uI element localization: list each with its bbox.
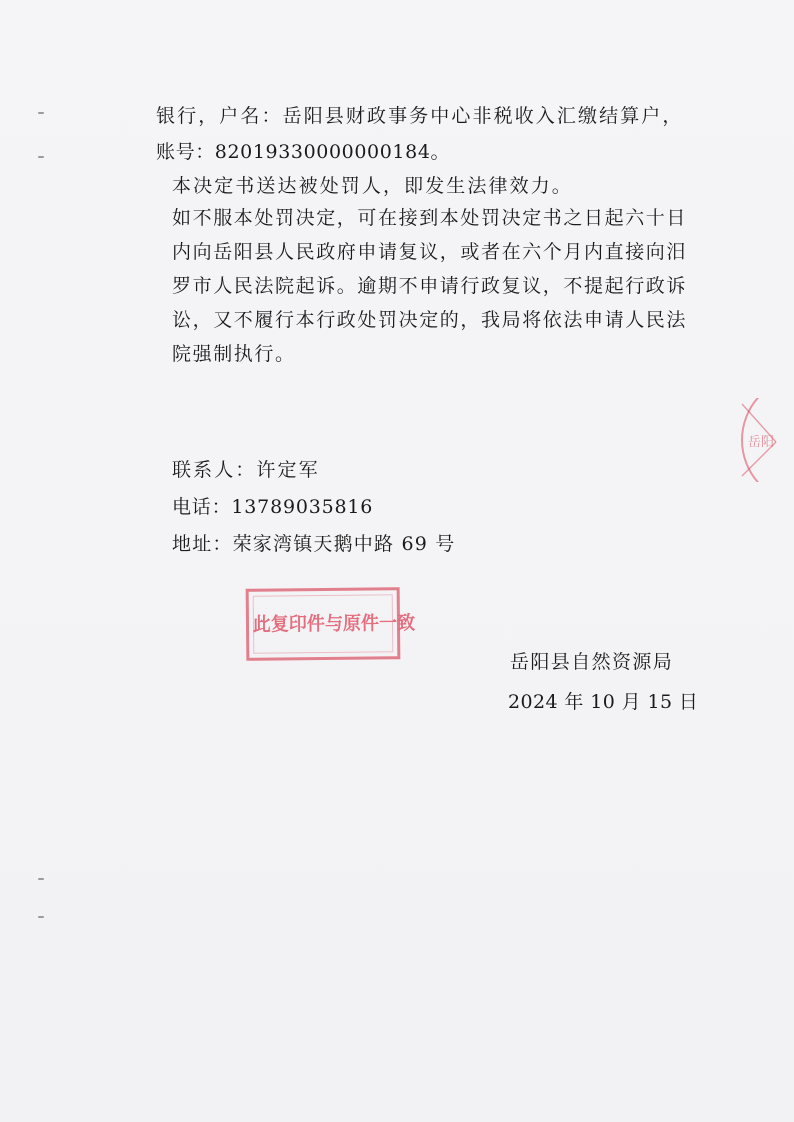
appeal-paragraph: 如不服本处罚决定，可在接到本处罚决定书之日起六十日内向岳阳县人民政府申请复议，或者在六个月内直接向汨罗市人民法院起诉。逾期不申请行政复议，不提起行政诉讼，又不履行本行政处罚决定的，我局将依法申请人民法院强制执行。	[172, 207, 688, 365]
bank-account-number-line: 账号：82019330000000184。	[156, 141, 451, 163]
issuing-authority: 岳阳县自然资源局	[510, 651, 674, 673]
stamp-text: 此复印件与原件一致	[252, 612, 416, 636]
contact-phone: 电话：13789035816	[172, 496, 374, 518]
seal-text: 岳阳	[748, 435, 775, 450]
contact-person: 联系人：许定军	[172, 459, 320, 481]
binding-mark	[38, 156, 44, 158]
copy-conformity-stamp	[246, 587, 416, 661]
binding-mark	[38, 916, 44, 918]
issue-date: 2024 年 10 月 15 日	[508, 691, 699, 713]
binding-mark	[38, 112, 44, 114]
effect-paragraph: 本决定书送达被处罚人，即发生法律效力。	[172, 175, 573, 197]
contact-address: 地址：荣家湾镇天鹅中路 69 号	[172, 533, 456, 555]
seal-icon	[736, 398, 794, 482]
official-seal-fragment	[736, 398, 794, 482]
bank-account-name-line: 银行，户名：岳阳县财政事务中心非税收入汇缴结算户，	[156, 105, 684, 127]
binding-mark	[38, 878, 44, 880]
